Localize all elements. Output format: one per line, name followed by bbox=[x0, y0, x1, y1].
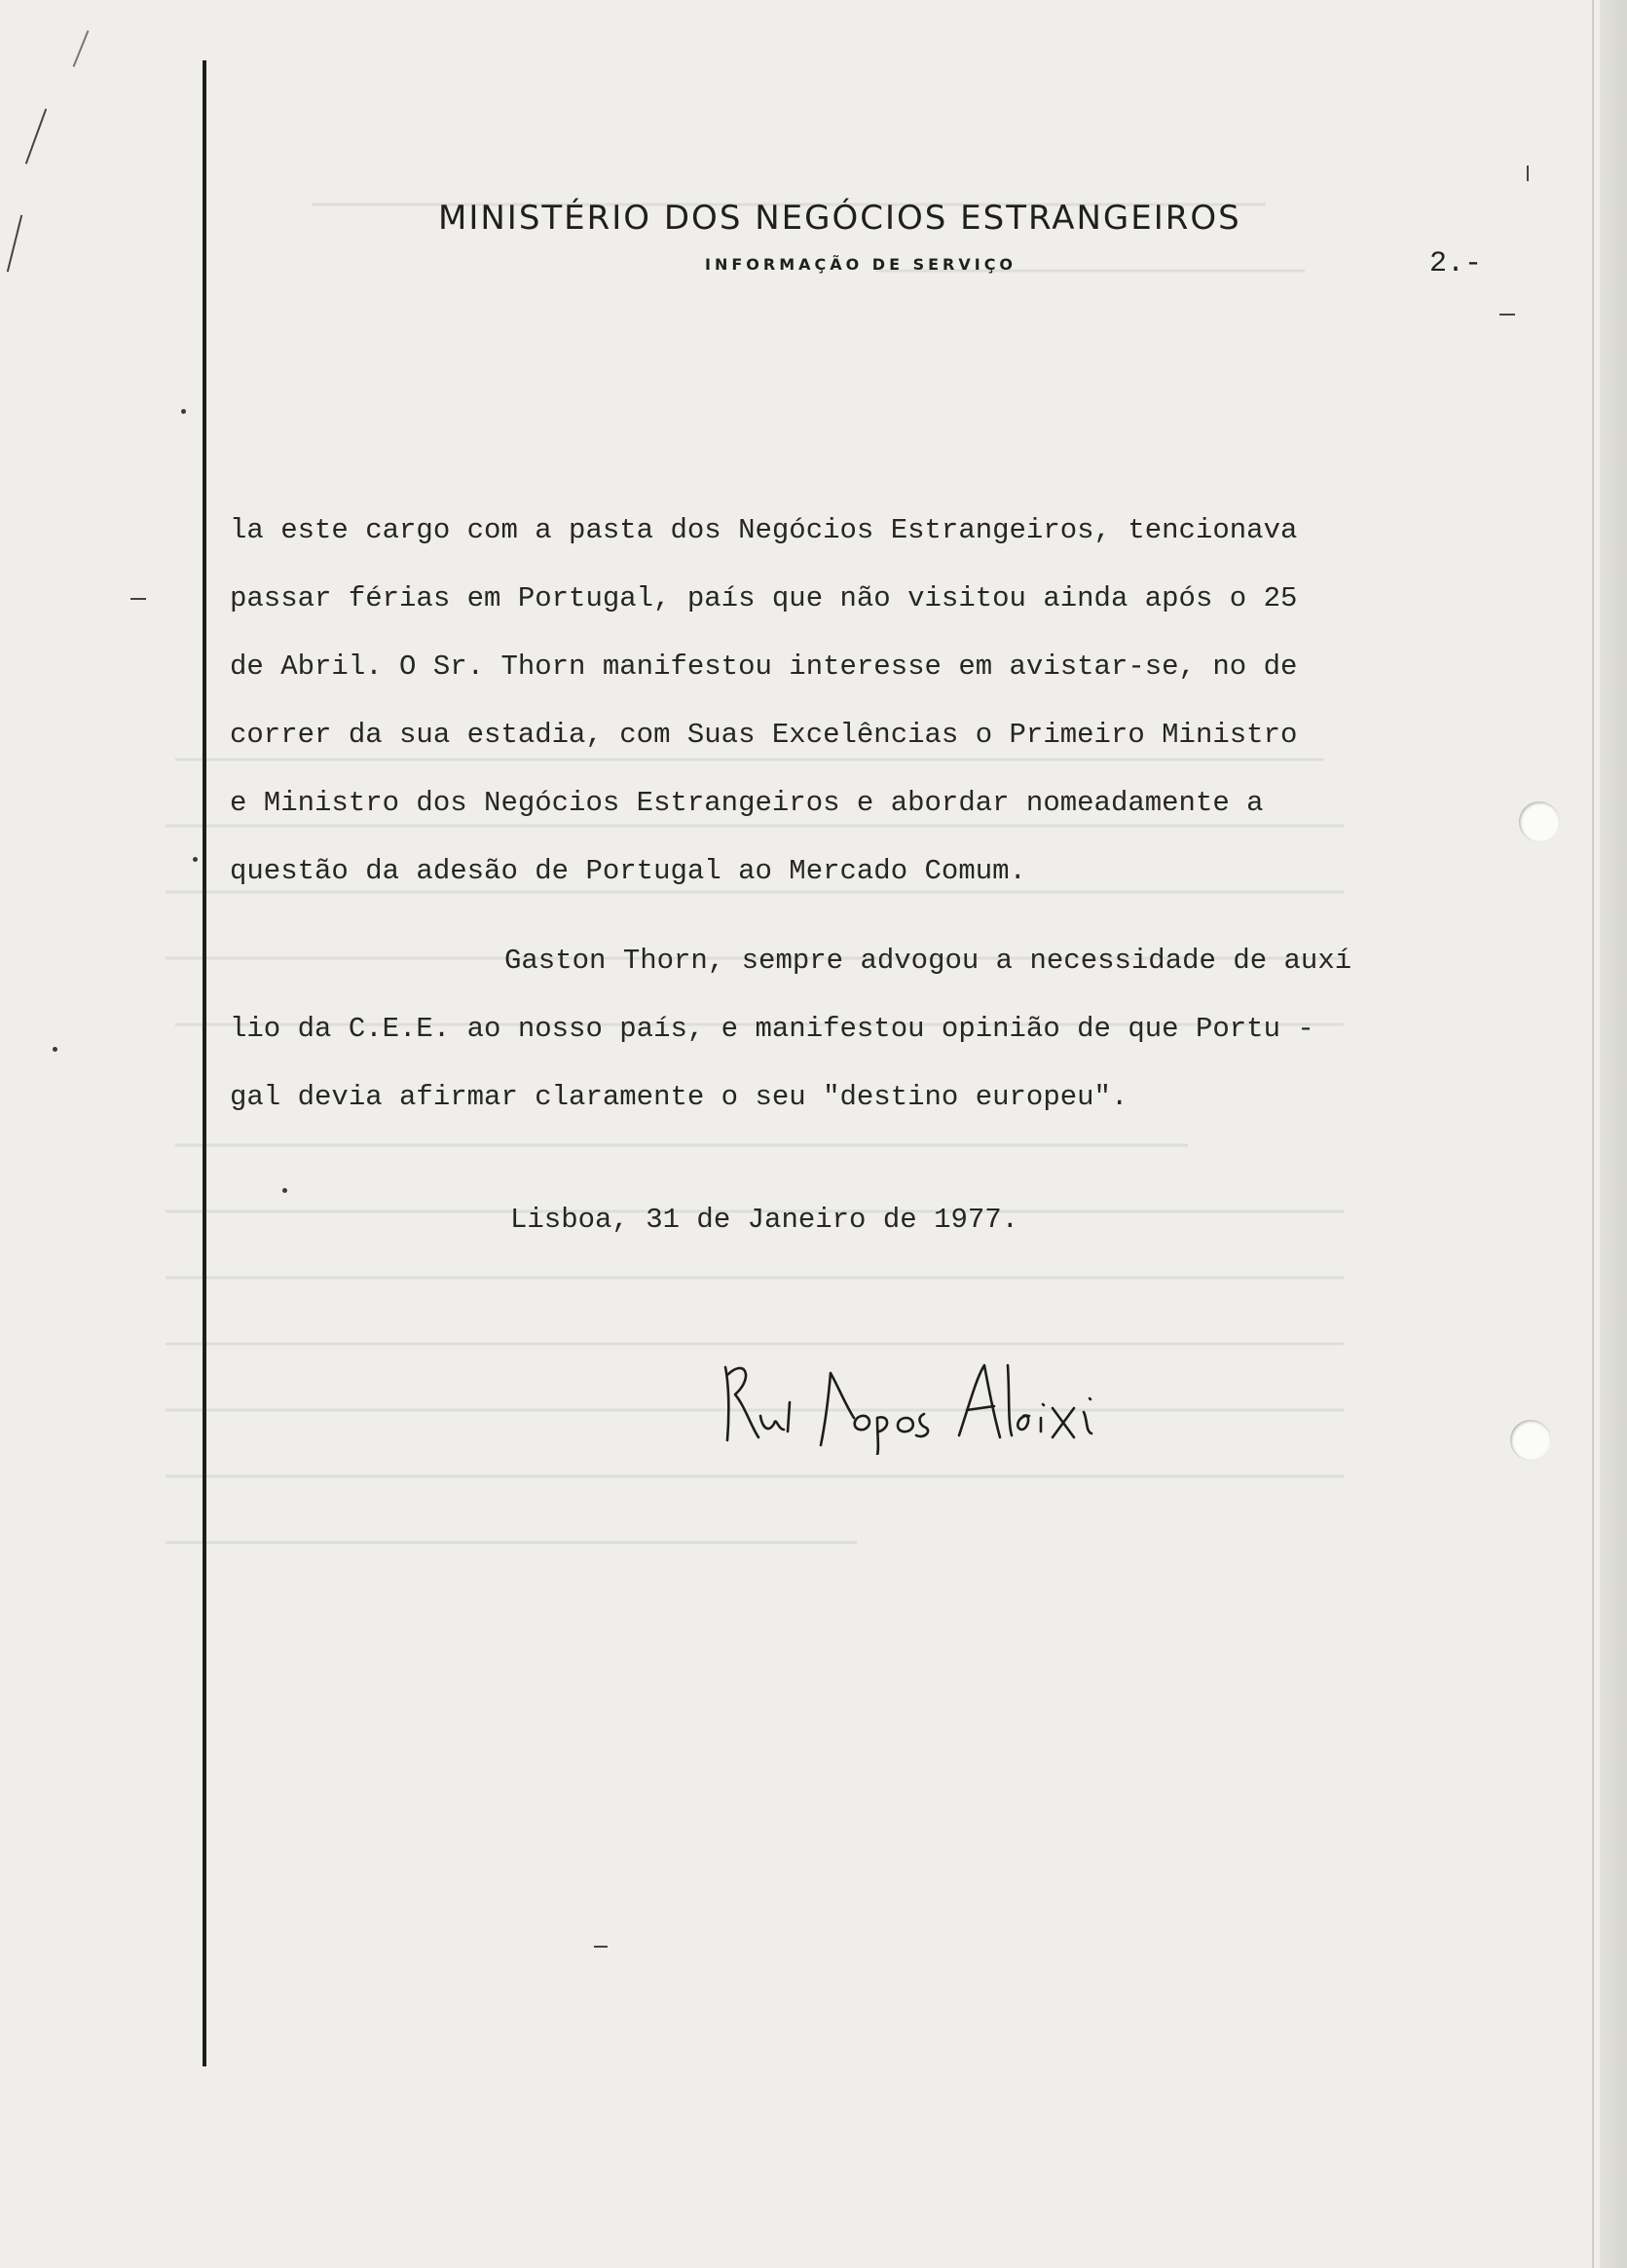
signature bbox=[716, 1348, 1105, 1455]
body-text bbox=[230, 506, 1496, 1141]
text-line: e Ministro dos Negócios Estrangeiros e abordar nomeadamente a bbox=[230, 787, 1264, 819]
margin-tick bbox=[1527, 166, 1529, 181]
margin-rule bbox=[203, 60, 206, 2066]
page-number: 2.- bbox=[1429, 247, 1483, 280]
paragraph-gap bbox=[230, 915, 1496, 937]
text-line: Gaston Thorn, sempre advogou a necessidade de auxí bbox=[504, 945, 1352, 977]
text-line: passar férias em Portugal, país que não visitou ainda após o 25 bbox=[230, 582, 1298, 614]
place-date: Lisboa, 31 de Janeiro de 1977. bbox=[510, 1204, 1019, 1236]
margin-tick bbox=[1499, 314, 1515, 316]
memo-type-subtitle: INFORMAÇÃO DE SERVIÇO bbox=[705, 255, 1017, 274]
paper-edge bbox=[1600, 0, 1627, 2268]
speck bbox=[282, 1188, 287, 1193]
margin-tick bbox=[594, 1946, 608, 1948]
text-line: gal devia afirmar claramente o seu "destino europeu". bbox=[230, 1081, 1128, 1113]
speck bbox=[53, 1047, 57, 1052]
text-line: correr da sua estadia, com Suas Excelências o Primeiro Ministro bbox=[230, 719, 1298, 751]
punch-hole bbox=[1510, 1420, 1551, 1461]
punch-hole bbox=[1519, 801, 1560, 842]
text-line: lio da C.E.E. ao nosso país, e manifestou opinião de que Portu - bbox=[230, 1013, 1314, 1045]
paper-edge-line bbox=[1592, 0, 1594, 2268]
speck bbox=[193, 857, 198, 862]
text-line: questão da adesão de Portugal ao Mercado Comum. bbox=[230, 855, 1026, 887]
scratch-mark bbox=[7, 215, 22, 273]
margin-tick bbox=[130, 598, 146, 600]
scratch-mark bbox=[25, 108, 47, 164]
ministry-title: MINISTÉRIO DOS NEGÓCIOS ESTRANGEIROS bbox=[438, 199, 1241, 238]
scratch-mark bbox=[73, 30, 90, 67]
text-line: de Abril. O Sr. Thorn manifestou interesse em avistar-se, no de bbox=[230, 651, 1298, 683]
text-line: la este cargo com a pasta dos Negócios Estrangeiros, tencionava bbox=[230, 514, 1298, 546]
speck bbox=[181, 409, 186, 414]
